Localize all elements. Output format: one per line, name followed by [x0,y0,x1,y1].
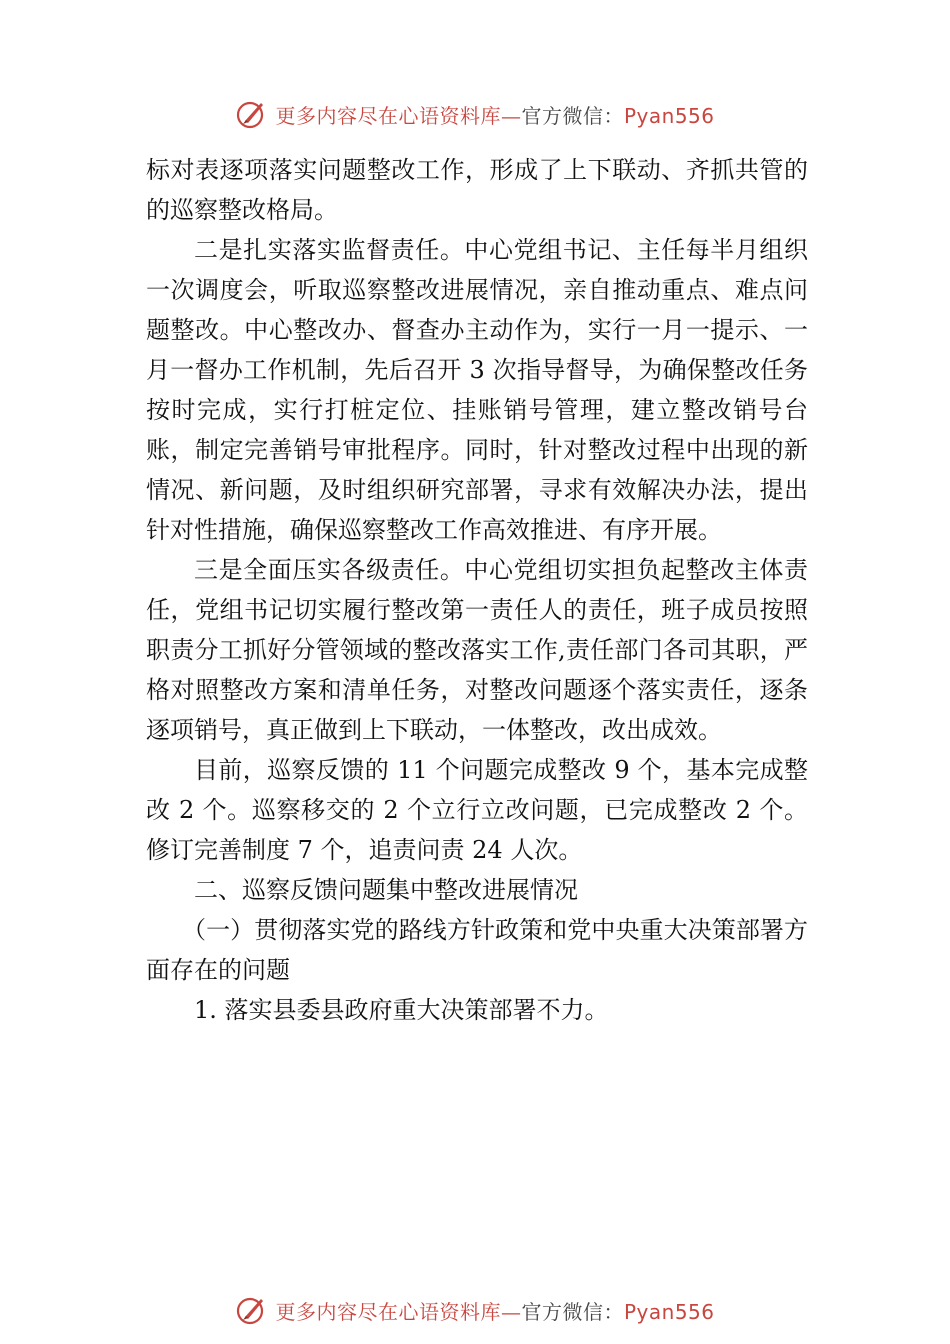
quill-logo-icon [235,1293,269,1327]
paragraph-responsibility: 三是全面压实各级责任。中心党组切实担负起整改主体责任，党组书记切实履行整改第一责任人的责任，班子成员按照职责分工抓好分管领域的整改落实工作,责任部门各司其职，严格对照整改方案和清单任务，对整改问题逐个落实责任，逐条逐项销号，真正做到上下联动，一体整改，改出成效。 [146,556,808,744]
watermark-dash: — [500,103,522,128]
watermark-dash: — [500,1299,522,1324]
header-watermark [0,94,950,134]
paragraph-continuation: 标对表逐项落实问题整改工作，形成了上下联动、齐抓共管的的巡察整改格局。 [146,156,808,224]
watermark-id: Pyan556 [623,103,715,128]
watermark-label: 官方微信： [521,1299,624,1324]
watermark-id: Pyan556 [623,1299,715,1324]
footer-watermark [0,1290,950,1330]
document-body [146,150,808,1030]
paragraph-progress-summary: 目前，巡察反馈的 11 个问题完成整改 9 个，基本完成整改 2 个。巡察移交的 2 个立行立改问题，已完成整改 2 个。修订完善制度 7 个，追责问责 24 人次。 [146,756,808,864]
watermark-text [275,100,714,129]
quill-logo-icon [235,97,269,131]
watermark-text [275,1296,714,1325]
watermark-label: 官方微信： [521,103,624,128]
section-heading: 二、巡察反馈问题集中整改进展情况 [194,876,578,904]
subsection-heading: （一）贯彻落实党的路线方针政策和党中央重大决策部署方面存在的问题 [146,916,808,984]
watermark-brand: 更多内容尽在心语资料库 [275,103,501,128]
watermark-brand: 更多内容尽在心语资料库 [275,1299,501,1324]
paragraph-supervision: 二是扎实落实监督责任。中心党组书记、主任每半月组织一次调度会，听取巡察整改进展情况，亲自推动重点、难点问题整改。中心整改办、督查办主动作为，实行一月一提示、一月一督办工作机制，先后召开 3 次指导督导，为确保整改任务按时完成，实行打桩定位、挂账销号管理，建立整改销号台账，制定完善销号审批程序。同时，针对整改过程中出现的新情况、新问题，及时组织研究部署，寻求有效解决办法，提出针对性措施，确保巡察整改工作高效推进、有序开展。 [146,236,808,544]
list-item-heading: 1. 落实县委县政府重大决策部署不力。 [194,996,609,1024]
